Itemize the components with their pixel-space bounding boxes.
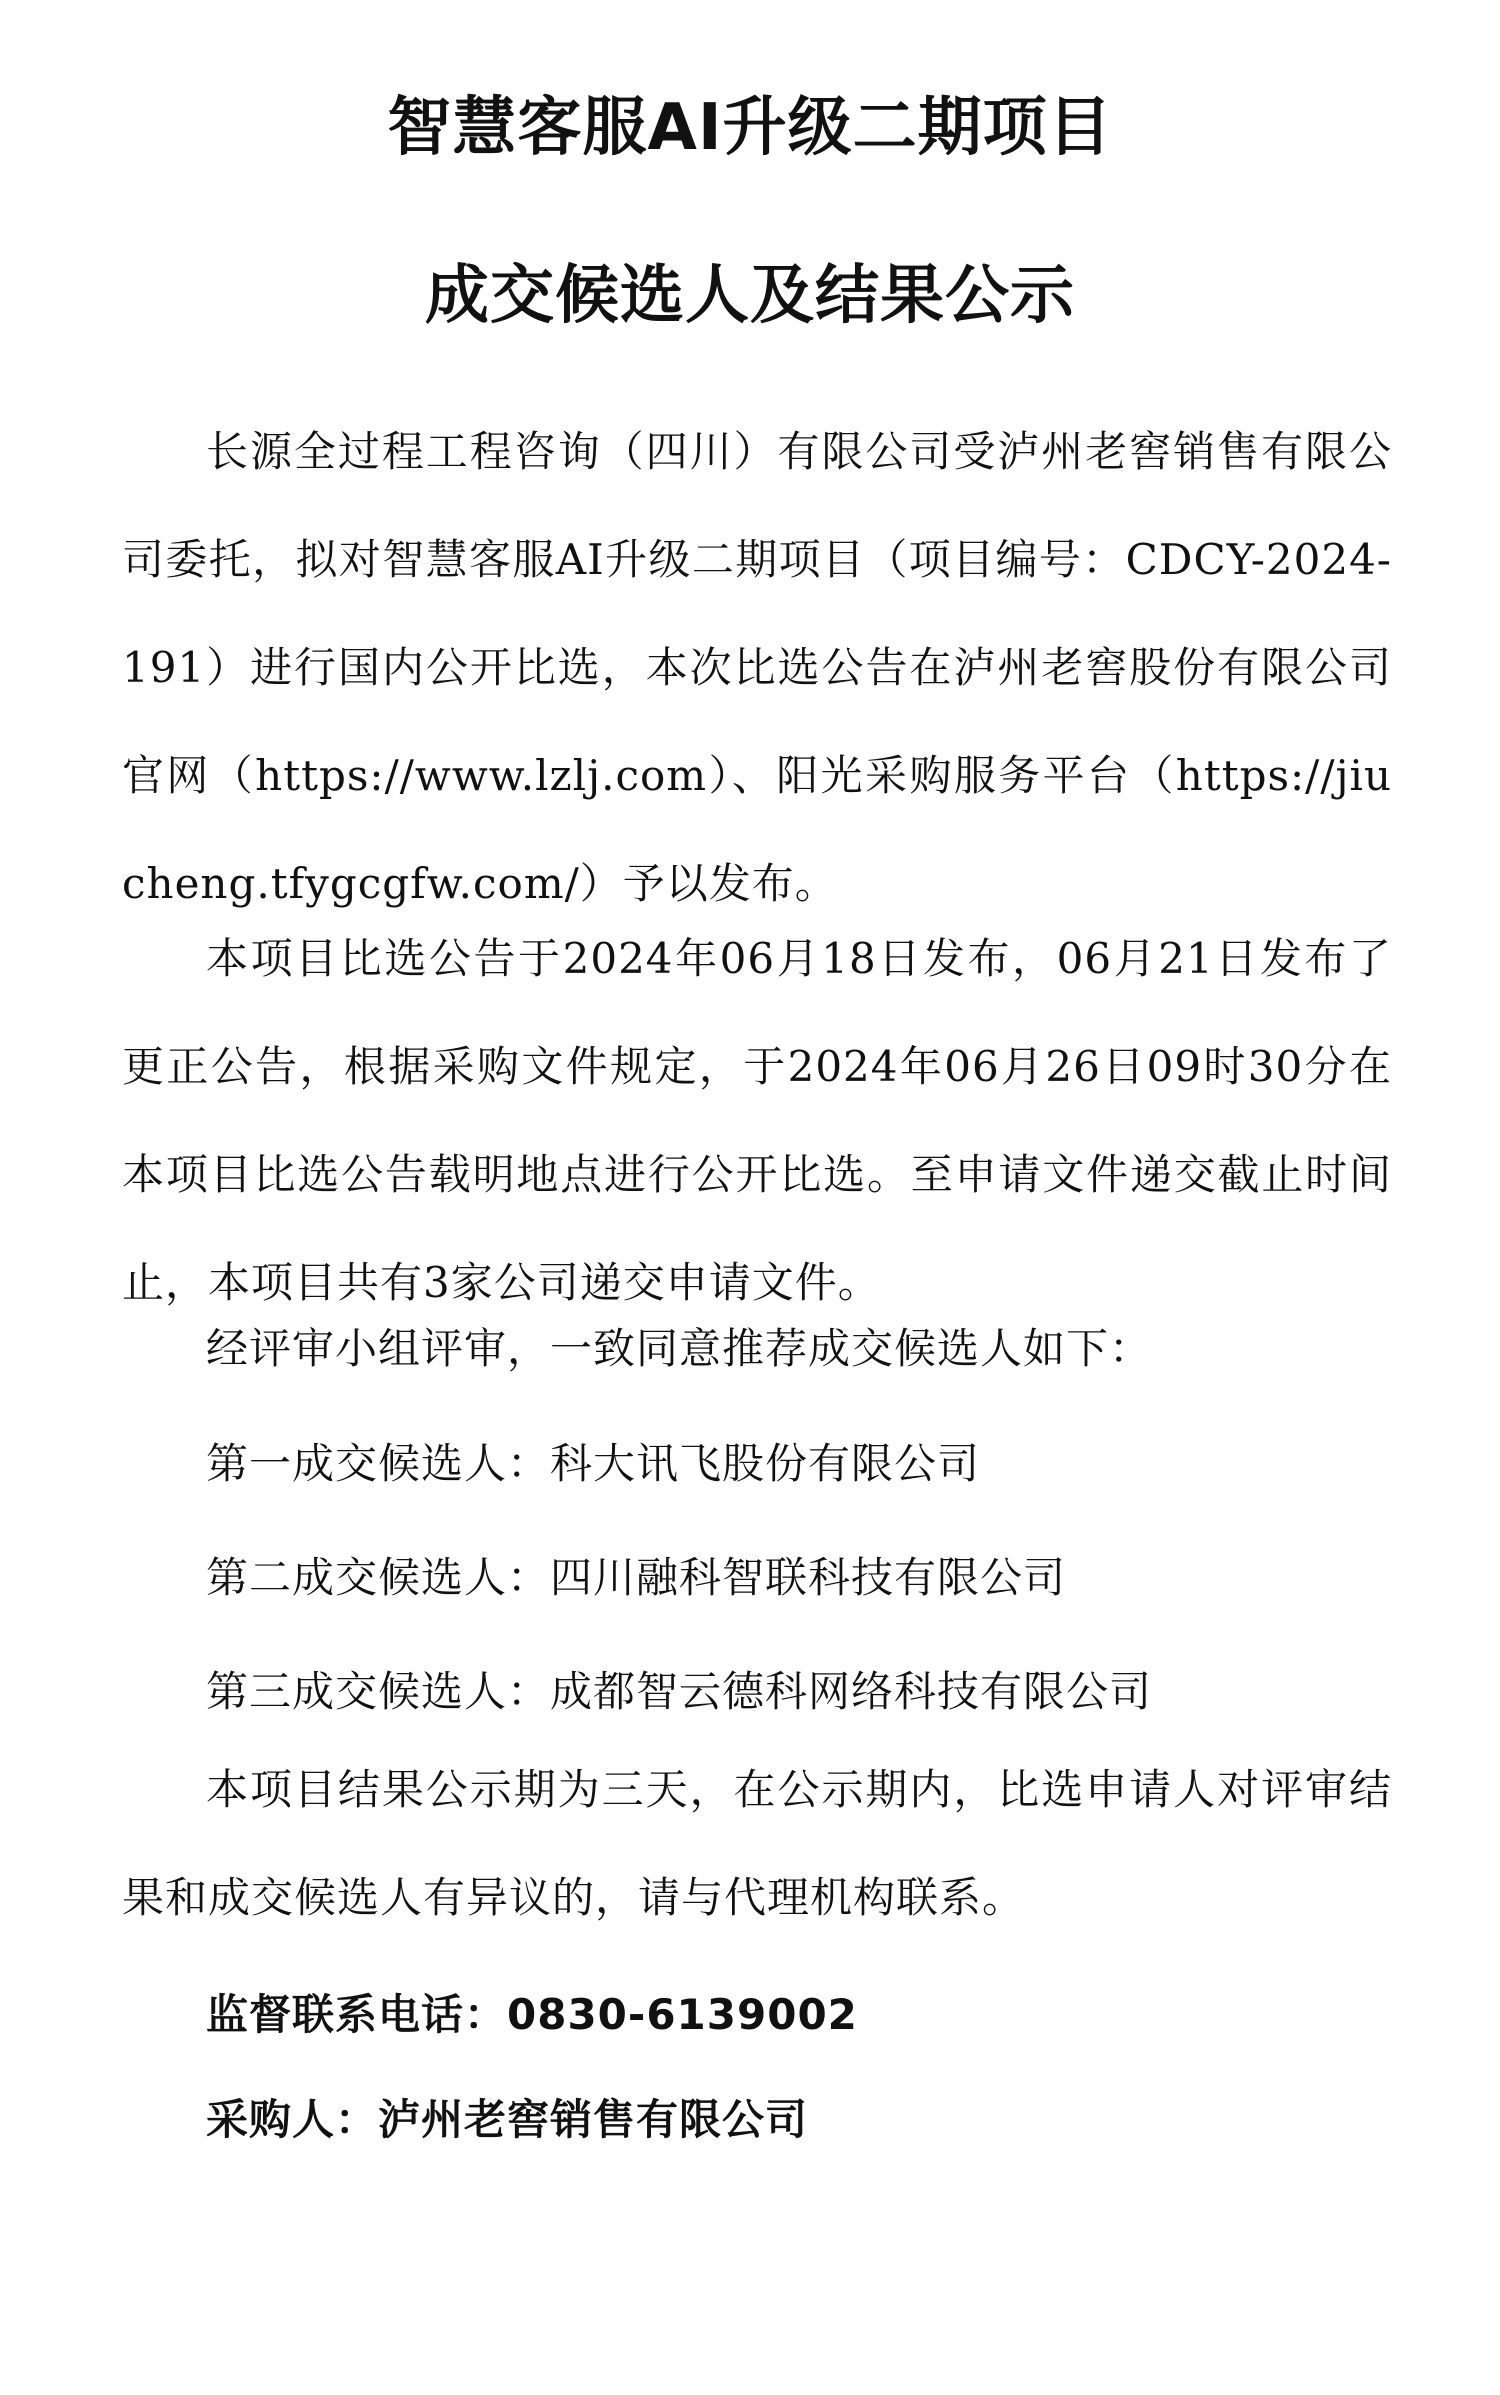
procurement-paragraph: 本项目比选公告于2024年06月18日发布，06月21日发布了更正公告，根据采购文件规定，于2024年06月26日09时30分在本项目比选公告载明地点进行公开比选。至申请文件递交截止时间止，本项目共有3家公司递交申请文件。	[122, 934, 1392, 1307]
candidate-second: 第二成交候选人：四川融科智联科技有限公司	[206, 1553, 1067, 1602]
document-subtitle: 成交候选人及结果公示	[425, 259, 1075, 333]
publicity-paragraph: 本项目结果公示期为三天，在公示期内，比选申请人对评审结果和成交候选人有异议的，请与代理机构联系。	[122, 1765, 1392, 1922]
candidate-third: 第三成交候选人：成都智云德科网络科技有限公司	[206, 1667, 1153, 1716]
document-title: 智慧客服AI升级二期项目	[387, 91, 1113, 165]
purchaser: 采购人：泸州老窖销售有限公司	[206, 2095, 809, 2144]
supervision-contact: 监督联系电话：0830-6139002	[206, 1990, 858, 2039]
candidate-first: 第一成交候选人：科大讯飞股份有限公司	[206, 1439, 981, 1488]
evaluation-paragraph: 经评审小组评审，一致同意推荐成交候选人如下：	[206, 1324, 1153, 1373]
intro-paragraph: 长源全过程工程咨询（四川）有限公司受泸州老窖销售有限公司委托，拟对智慧客服AI升级二期项目（项目编号：CDCY-2024-191）进行国内公开比选，本次比选公告在泸州老窖股份有限公司官网（https://www.lzlj.com）、阳光采购服务平台（https://jiucheng.tfygcgfw.com/）予以发布。	[122, 427, 1392, 908]
